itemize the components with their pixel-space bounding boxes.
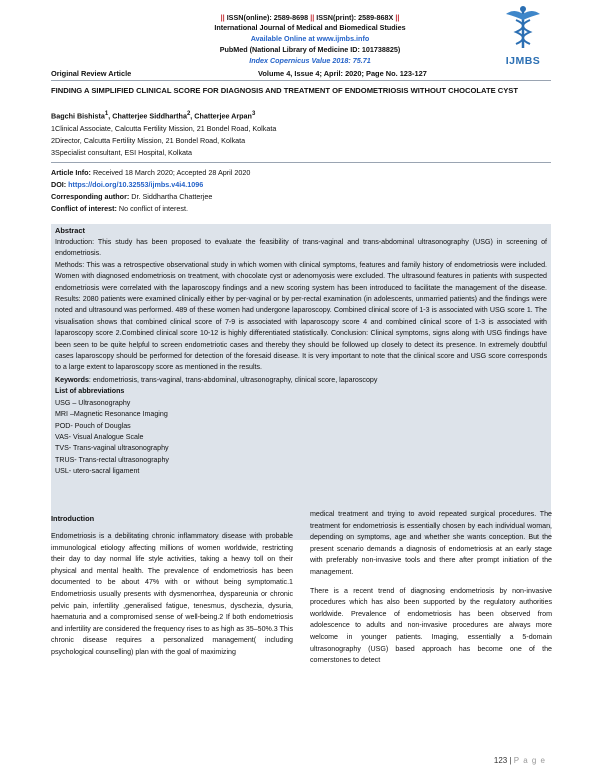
- left-column: [51, 514, 293, 659]
- abbreviation-item: VAS- Visual Analogue Scale: [55, 432, 144, 441]
- conflict-of-interest: Conflict of interest: No conflict of interest.: [51, 204, 189, 213]
- meta-divider: [51, 162, 551, 163]
- right-paragraph-2: There is a recent trend of diagnosing endometriosis by non-invasive procedures which has also been supported by the regulatory authorities worldwide. Prevalence of endometriosis has been observed from adolescence to adults and non-invasive procedures are always more welcome in younger patients. Imaging, essentially a 5-domain ultrasonography (USG) based approach has become one of the cornerstones to detect: [310, 586, 552, 665]
- abbreviations-heading: List of abbreviations: [55, 387, 125, 396]
- doi-link[interactable]: https://doi.org/10.32553/ijmbs.v4i4.1096: [68, 180, 204, 189]
- article-type: Original Review Article: [51, 69, 132, 78]
- right-column: [310, 509, 552, 667]
- abstract-methods: Methods: This was a retrospective observational study in which women with clinical symptoms, features and family history of endometriosis were included. Women with diagnosed endometriosis on treatment, with chocolate cyst or adenomyosis were excluded. The ultrasound features in patients with suspected endometriosis were correlated with the laparoscopy findings and a new scoring system has been introduced to facilitate the management of the disease. Results: 2080 patients were examined clinically either by per-vaginal or by per-rectal examination (in adolescents, unmarried patients) and the findings were noted and ultrasound was performed. 489 of these women had undergone laparoscopy. Combined clinical score of 1-3 is associated with USG score 1. The visualisation shows that combined clinical score of 7-9 is associated with laparoscopy score 4 and combined clinical score of 1-3 is associated with laparoscopy score 2.Combined clinical score 10-12 is highly differentiated statistically. Conclusion: Clinical symptoms, signs along with USG findings have been seen to be quite helpful to screen endometriotic cases and thereby they should be followed up closely to detect its presence. In extremely doubtful cases laparoscopy should be performed for detection of the foresaid disease. It is very important to note that the clinical score and USG score corresponds to a large extent to laparoscopy score as mentioned in the results.: [55, 260, 547, 372]
- abstract-box: [51, 224, 551, 540]
- abbreviation-item: TRUS- Trans-rectal ultrasonography: [55, 455, 169, 464]
- abbreviation-item: TVS- Trans-vaginal ultrasonography: [55, 444, 169, 453]
- caduceus-icon: [494, 4, 552, 50]
- abbreviation-item: MRI –Magnetic Resonance Imaging: [55, 410, 168, 419]
- journal-name: International Journal of Medical and Biomedical Studies: [214, 23, 406, 32]
- copernicus-value: Index Copernicus Value 2018: 75.71: [249, 56, 371, 65]
- authors: Bagchi Bishista$^1$, Chatterjee Siddhartha$^2$, Chatterjee Arpan$^3$: [51, 111, 256, 121]
- ijmbs-logo: [494, 4, 552, 66]
- abstract-introduction: Introduction: This study has been proposed to evaluate the feasibility of trans-vaginal and trans-abdominal ultrasonography (USG) in screening of endometriosis.: [55, 238, 547, 258]
- abbreviation-item: USG – Ultrasonography: [55, 398, 131, 407]
- abstract-heading: Abstract: [55, 226, 85, 235]
- affiliation-3: 3Specialist consultant, ESI Hospital, Kolkata: [51, 148, 193, 157]
- right-paragraph-1: medical treatment and trying to avoid repeated surgical procedures. The treatment for endometriosis is essentially chosen by each individual woman, depending on symptoms, age and whether she wants conception. But the present scenario demands a diagnosis of endometriosis at an early stage with preferably non-invasive tools and there after prompt initiation of the management.: [310, 510, 552, 576]
- abbreviation-item: USL- utero-sacral ligament: [55, 467, 140, 476]
- article-title: FINDING A SIMPLIFIED CLINICAL SCORE FOR DIAGNOSIS AND TREATMENT OF ENDOMETRIOSIS WITHOUT CHOCOLATE CYST: [51, 86, 519, 95]
- introduction-paragraph: Endometriosis is a debilitating chronic inflammatory disease with probable immunological etiology affecting millions of women worldwide, restricting their day to day normal life style activities, taking a heavy toll on their physical and mental health. The prevalence of endometriosis has been documented to be about 47% with or without being symptomatic.1 Endometriosis usually presents with dysmenorrhea, dyspareunia or chronic pelvic pain, infertility ,generalised fatigue, tenesmus, dyschezia, dysuria, haematuria and a compromised sense of well-being.2 If both endometriosis and infertility are considered the frequency rises to as high as 35–50%.3 This chronic disease requires a personalized management( including psychological counselling) plan with the goal of maximizing: [51, 532, 293, 656]
- page-number: 123: [493, 756, 508, 765]
- pubmed-id: PubMed (National Library of Medicine ID: 101738825): [219, 45, 401, 54]
- header-divider: [51, 80, 551, 81]
- affiliation-2: 2Director, Calcutta Fertility Mission, 21 Bondel Road, Kolkata: [51, 136, 246, 145]
- page-label: P a g e: [513, 756, 546, 765]
- available-online[interactable]: Available Online at www.ijmbs.info: [250, 34, 370, 43]
- logo-text: IJMBS: [505, 55, 541, 67]
- abbreviation-item: POD- Pouch of Douglas: [55, 421, 131, 430]
- keywords: Keywords: endometriosis, trans-vaginal, trans-abdominal, ultrasonography, clinical score, laparoscopy: [55, 375, 378, 384]
- doi-line: DOI: https://doi.org/10.32553/ijmbs.v4i4.1096: [51, 180, 204, 189]
- affiliation-1: 1Clinical Associate, Calcutta Fertility Mission, 21 Bondel Road, Kolkata: [51, 124, 277, 133]
- corresponding-author: Corresponding author: Dr. Siddhartha Chatterjee: [51, 192, 213, 201]
- page-footer: 123 | P a g e: [493, 756, 546, 765]
- issn-line: || ISSN(online): 2589-8698 || ISSN(print): 2589-868X ||: [220, 13, 400, 22]
- article-info: Article Info: Received 18 March 2020; Accepted 28 April 2020: [51, 168, 251, 177]
- introduction-heading: Introduction: [51, 514, 95, 523]
- volume-info: Volume 4, Issue 4; April: 2020; Page No. 123-127: [258, 69, 427, 78]
